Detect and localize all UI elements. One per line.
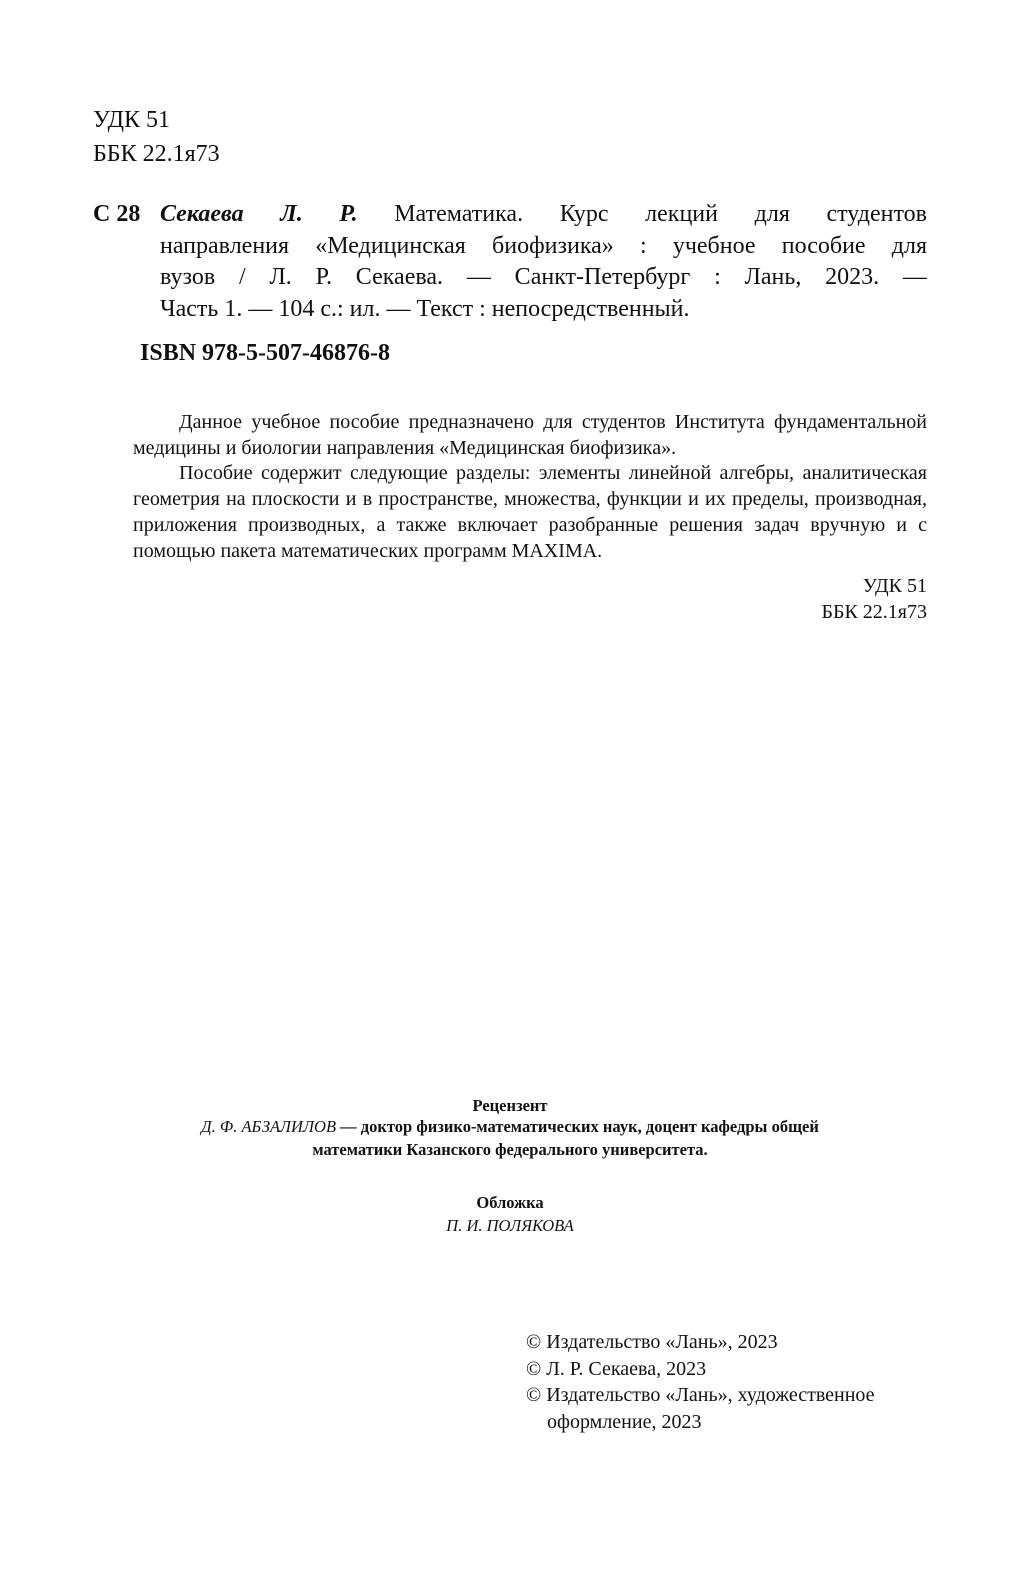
abstract (133, 410, 927, 564)
reviewer-credentials: — доктор физико-математических наук, доцент кафедры общей (336, 1117, 819, 1136)
udk-classification: УДК 51 (93, 107, 170, 133)
reviewer-heading: Рецензент (472, 1096, 548, 1115)
bib-line-1 (160, 199, 927, 231)
reviewer-name: Д. Ф. АБЗАЛИЛОВ (201, 1117, 337, 1136)
author-name: Секаева Л. Р. (160, 201, 358, 227)
copyright-line-3: © Издательство «Лань», художественное (526, 1384, 875, 1406)
isbn: ISBN 978-5-507-46876-8 (140, 340, 390, 366)
bibliographic-record (160, 199, 927, 325)
bib-line-4: Часть 1. — 104 с.: ил. — Текст : непосредственный. (160, 295, 690, 322)
copyright-line-1: © Издательство «Лань», 2023 (526, 1331, 778, 1353)
abstract-paragraph-1: Данное учебное пособие предназначено для студентов Института фундаментальной медицины и биологии направления «Медицинская биофизика». (133, 411, 927, 459)
bib-line-3: вузов / Л. Р. Секаева. — Санкт-Петербург : Лань, 2023. — (160, 264, 927, 290)
reviewer-description (100, 1115, 920, 1161)
copyright-line-4: оформление, 2023 (547, 1410, 702, 1433)
cover-designer-name: П. И. ПОЛЯКОВА (446, 1216, 574, 1235)
abstract-udk: УДК 51 (862, 575, 927, 597)
bib-title: Математика. Курс лекций для студентов (357, 201, 928, 227)
bib-line-2: направления «Медицинская биофизика» : учебное пособие для (160, 232, 927, 259)
cover-heading: Обложка (476, 1193, 544, 1212)
author-mark-code: С 28 (93, 201, 141, 227)
bbk-classification: ББК 22.1я73 (93, 141, 220, 167)
copyright-line-2: © Л. Р. Секаева, 2023 (526, 1357, 707, 1380)
reviewer-affiliation: математики Казанского федерального университета. (312, 1140, 708, 1159)
abstract-paragraph-2: Пособие содержит следующие разделы: элементы линейной алгебры, аналитическая геометрия на плоскости и в пространстве, множества, функции и их пределы, производная, приложения производных, а также включает разобранные решения задач вручную и с помощью пакета математических программ MAXIMA. (133, 462, 927, 562)
copyright-block (526, 1329, 946, 1435)
abstract-bbk: ББК 22.1я73 (821, 601, 927, 623)
